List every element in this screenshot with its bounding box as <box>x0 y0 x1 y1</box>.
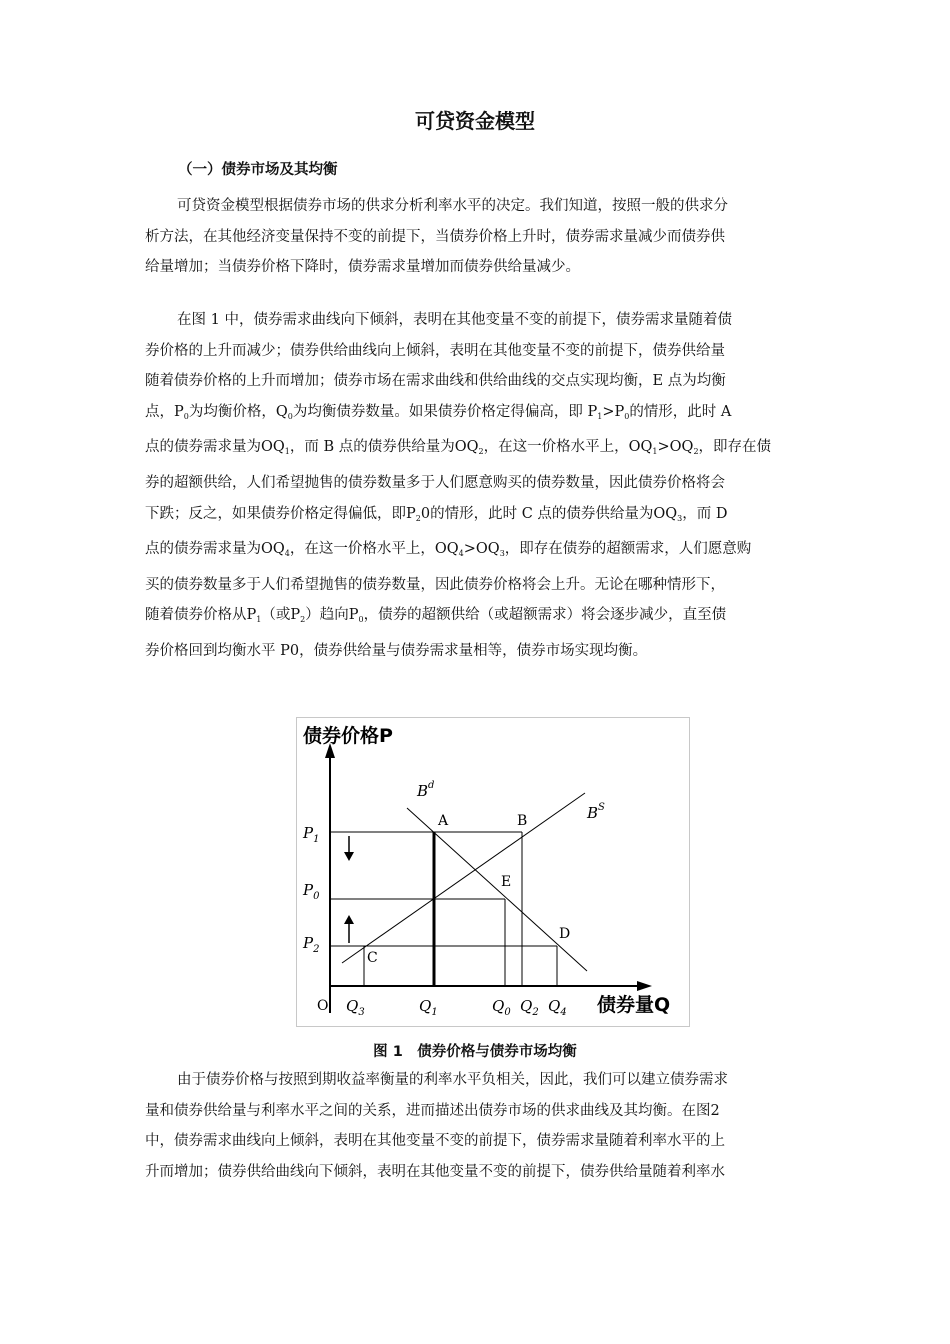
q1-tick-label: $Q_1$ <box>419 997 438 1018</box>
paragraph-2 <box>145 305 815 667</box>
paragraph-line: 随着债券价格的上升而增加；债券市场在需求曲线和供给曲线的交点实现均衡，E 点为均衡 <box>145 373 726 390</box>
point-c-label: C <box>367 950 378 966</box>
paragraph-line: 由于债券价格与按照到期收益率衡量的利率水平负相关，因此，我们可以建立债券需求 <box>177 1072 728 1088</box>
paragraph-line: 券价格的上升而减少；债券供给曲线向上倾斜，表明在其他变量不变的前提下，债券供给量 <box>145 342 725 359</box>
y-axis-label: 债券价格P <box>303 725 393 747</box>
paragraph-line: 升而增加；债券供给曲线向下倾斜，表明在其他变量不变的前提下，债券供给量随着利率水 <box>145 1163 725 1180</box>
point-b-label: B <box>517 813 528 829</box>
point-e-label: E <box>501 874 512 890</box>
paragraph-line: 量和债券供给量与利率水平之间的关系，进而描述出债券市场的供求曲线及其均衡。在图2 <box>145 1102 720 1119</box>
p2-tick-label: $P_2$ <box>303 934 320 955</box>
point-a-label: A <box>438 813 449 829</box>
section-heading: （一）债券市场及其均衡 <box>178 162 338 178</box>
figure-caption: 图 1 债券价格与债券市场均衡 <box>373 1044 577 1060</box>
x-axis-label: 债券量Q <box>597 994 671 1016</box>
paragraph-1 <box>145 191 815 283</box>
paragraph-line: 券的超额供给，人们希望抛售的债券数量多于人们愿意购买的债券数量，因此债券价格将会 <box>145 474 725 491</box>
paragraph-line: 中，债券需求曲线向上倾斜，表明在其他变量不变的前提下，债券需求量随着利率水平的上 <box>145 1133 725 1150</box>
demand-curve-label: $B^d$ <box>417 780 435 800</box>
paragraph-line: 随着债券价格从$P_1$（或$P_2$）趋向$P_0$，债券的超额供给（或超额需求）将会逐步减少，直至债 <box>145 607 727 625</box>
p0-tick-label: $P_0$ <box>303 881 320 902</box>
q4-tick-label: $Q_4$ <box>548 997 567 1018</box>
p1-tick-label: $P_1$ <box>303 824 320 845</box>
paragraph-line: 给量增加；当债券价格下降时，债券需求量增加而债券供给量减少。 <box>145 259 580 276</box>
paragraph-line: 下跌；反之，如果债券价格定得偏低，即$P_20$的情形，此时 C 点的债券供给量为$OQ_3$，而 D <box>145 505 728 523</box>
supply-curve-label: $B^S$ <box>587 802 605 822</box>
paragraph-line: 可贷资金模型根据债券市场的供求分析利率水平的决定。我们知道，按照一般的供求分 <box>177 198 728 214</box>
origin-label: O <box>317 998 329 1014</box>
supply-curve <box>342 793 585 963</box>
document-title: 可贷资金模型 <box>415 109 535 133</box>
point-d-label: D <box>559 926 571 942</box>
paragraph-line: 券价格回到均衡水平 P0，债券供给量与债券需求量相等，债券市场实现均衡。 <box>145 642 648 659</box>
bond-market-svg <box>297 718 689 1026</box>
paragraph-line: 点，$P_0$为均衡价格，$Q_0$为均衡债券数量。如果债券价格定得偏高，即 $P_1>P_0$的情形，此时 A <box>145 403 732 421</box>
paragraph-3 <box>145 1065 815 1187</box>
paragraph-line: 点的债券需求量为$OQ_4$，在这一价格水平上，$OQ_4>OQ_3$，即存在债券的超额需求，人们愿意购 <box>145 541 752 559</box>
paragraph-line: 买的债券数量多于人们希望抛售的债券数量，因此债券价格将会上升。无论在哪种情形下， <box>145 576 725 593</box>
up-arrowhead-icon <box>344 915 354 924</box>
q2-tick-label: $Q_2$ <box>520 997 539 1018</box>
x-axis-arrow-icon <box>637 981 652 991</box>
figure-1-bond-market-chart <box>296 717 690 1027</box>
paragraph-line: 在图 1 中，债券需求曲线向下倾斜，表明在其他变量不变的前提下，债券需求量随着债 <box>177 312 732 328</box>
down-arrowhead-icon <box>344 852 354 861</box>
q0-tick-label: $Q_0$ <box>492 997 511 1018</box>
paragraph-line: 析方法，在其他经济变量保持不变的前提下，当债券价格上升时，债券需求量减少而债券供 <box>145 228 725 245</box>
paragraph-line: 点的债券需求量为$OQ_1$，而 B 点的债券供给量为$OQ_2$，在这一价格水平上，$OQ_1>OQ_2$，即存在债 <box>145 439 772 457</box>
q3-tick-label: $Q_3$ <box>346 997 365 1018</box>
